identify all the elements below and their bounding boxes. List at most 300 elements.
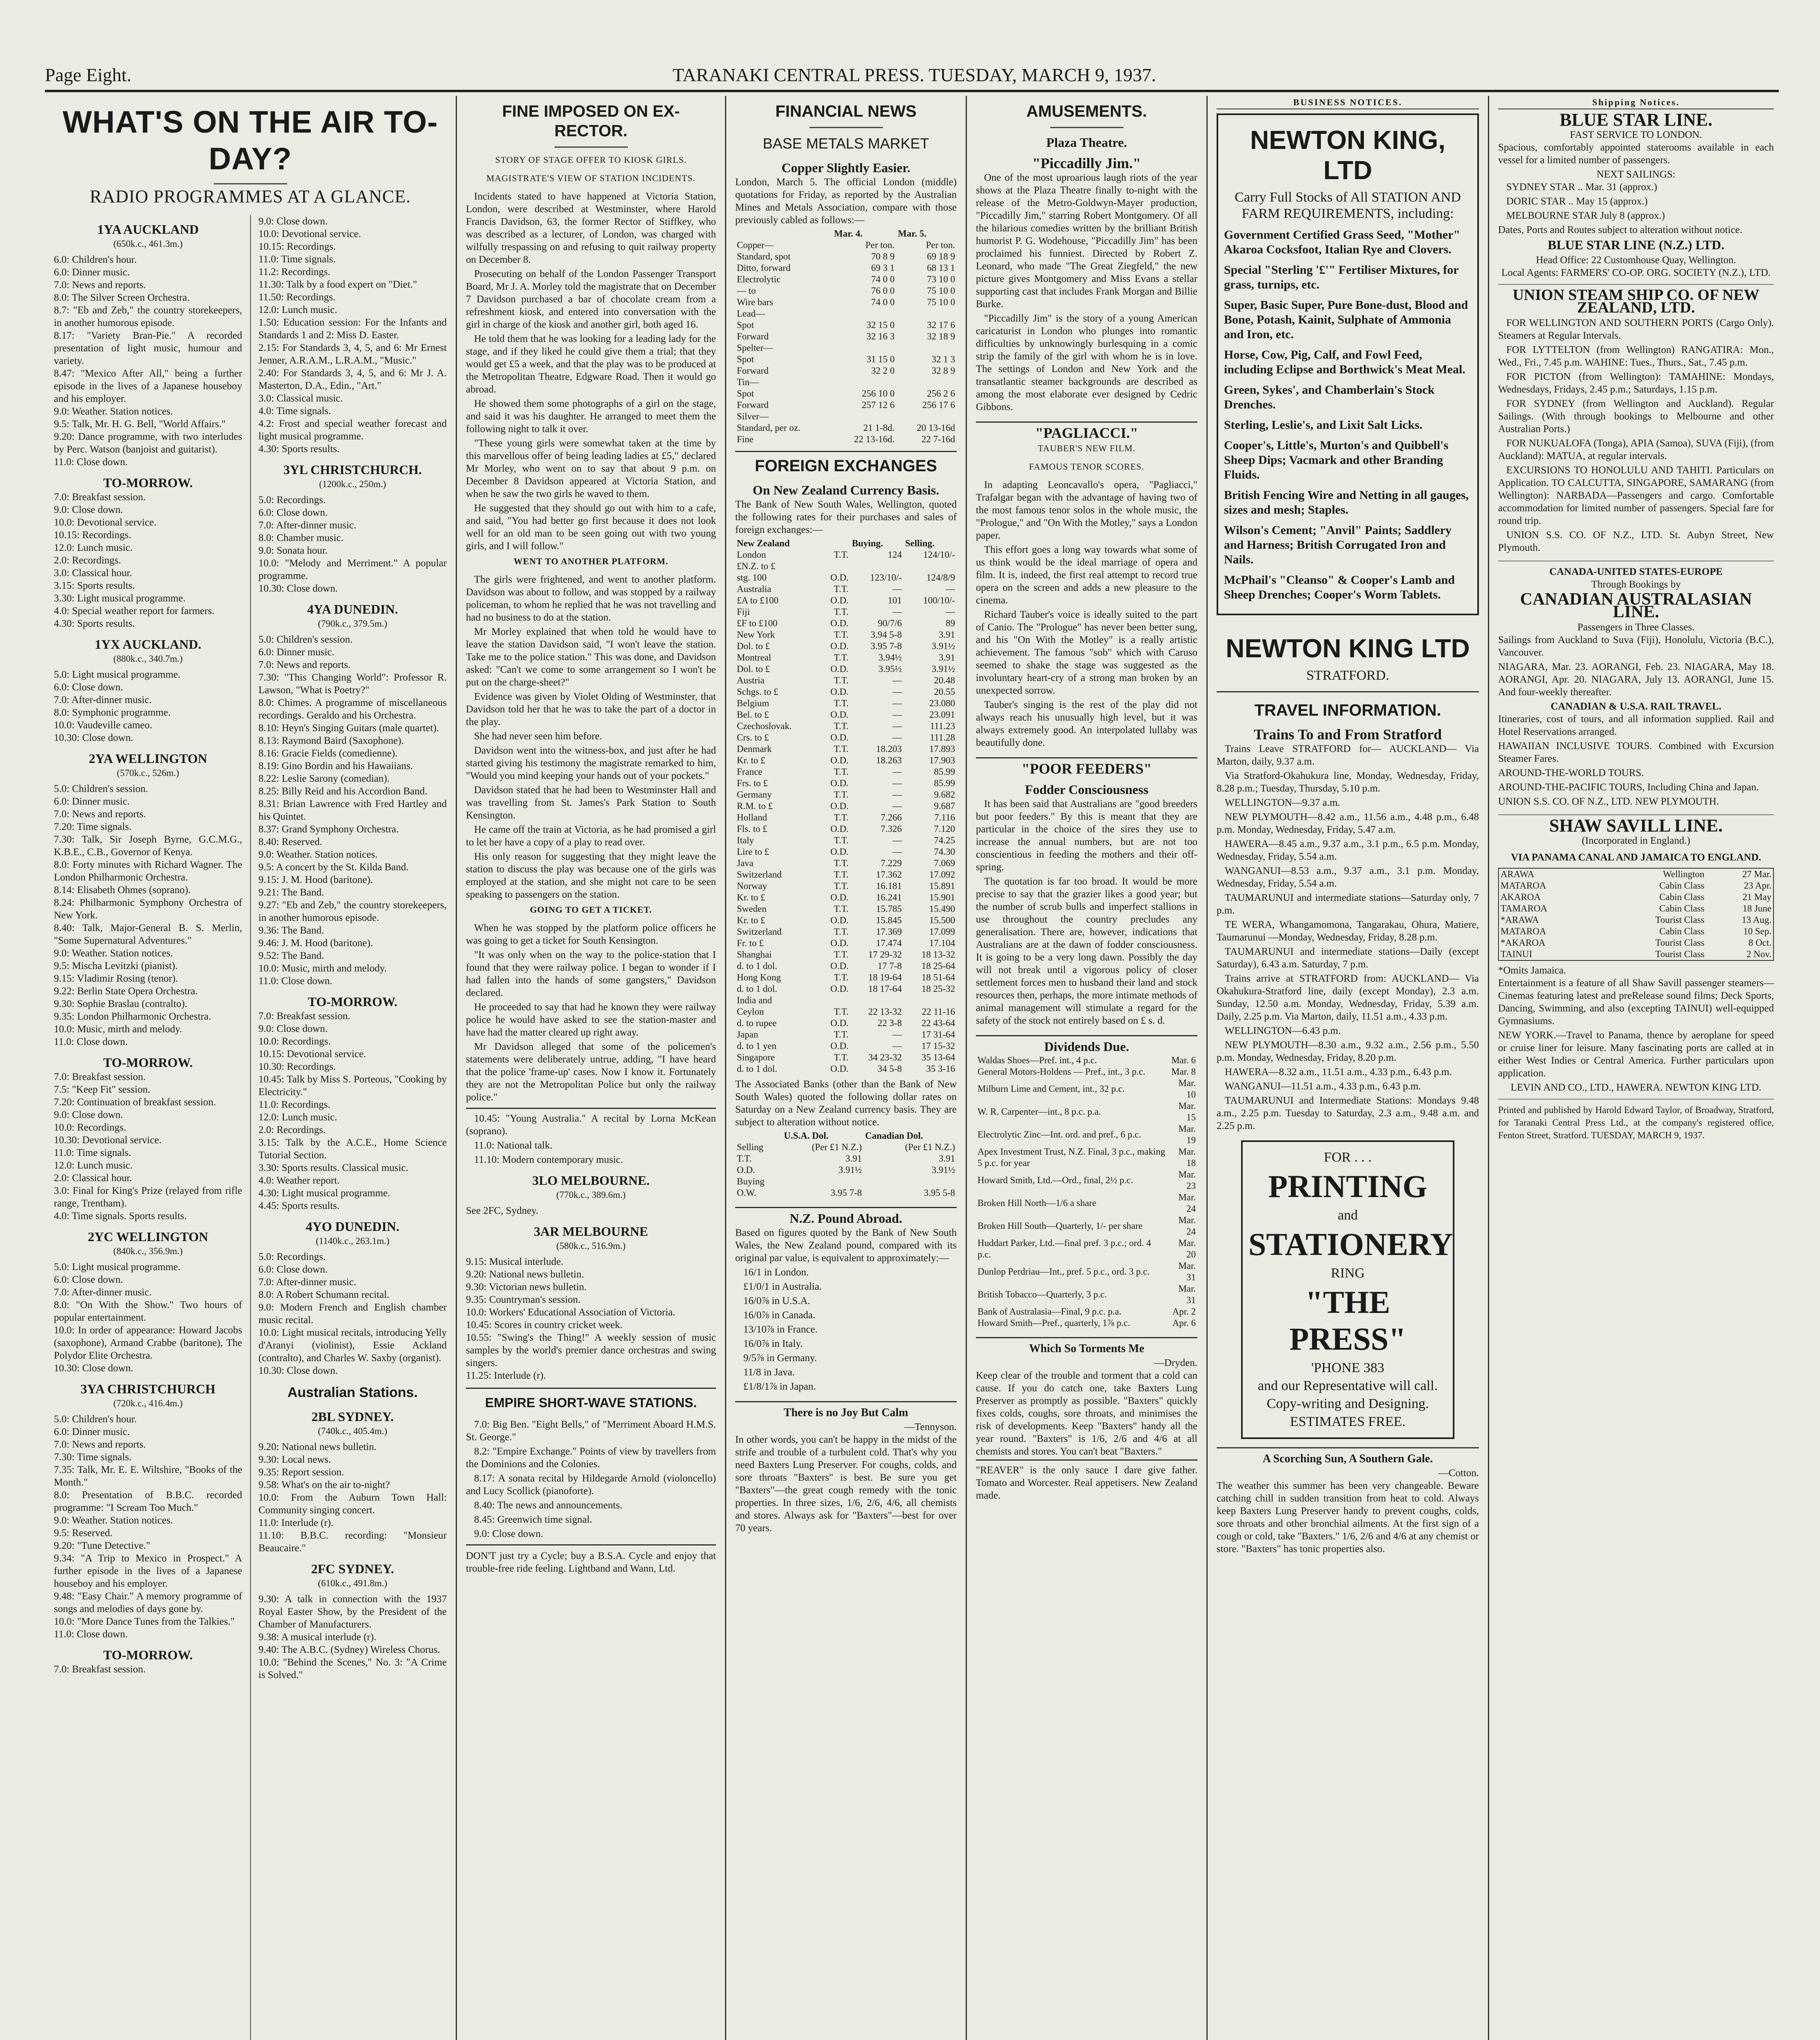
table-cell: *ARAWA (1501, 915, 1539, 925)
blue-star-office: Head Office: 22 Customhouse Quay, Wellington. (1536, 255, 1736, 266)
table-row (735, 377, 957, 388)
table-cell: 256 17 6 (922, 400, 955, 410)
blue-star-nz: BLUE STAR LINE (N.Z.) LTD. (1547, 237, 1725, 252)
film-sub: TAUBER'S NEW FILM. (1037, 443, 1136, 453)
programme-item: 4.0: Time signals. Sports results. (54, 1211, 187, 1222)
table-cell: 75 10 0 (927, 286, 955, 296)
table-cell: 34 23-32 (868, 1052, 902, 1062)
table-row (735, 903, 957, 915)
table-cell: T.T. (834, 652, 849, 663)
table-cell: 3.95½ (878, 664, 902, 674)
table-row (735, 549, 957, 561)
programme-item: 10.45: Talk by Miss S. Porteous, "Cooking by Electricity." (258, 1074, 447, 1098)
paragraph: When he was stopped by the platform police officers he was going to get a ticket for South Kensington. (466, 922, 716, 946)
programme-item: 6.0: Close down. (54, 1274, 123, 1285)
column-header: Canadian Dol. (865, 1131, 923, 1141)
programme-item: 3.0: Classical music. (258, 393, 343, 404)
sun-title: A Scorching Sun, A Southern Gale. (1217, 1447, 1479, 1465)
table-cell: 7.116 (934, 812, 955, 823)
pound-rate: 9/5⅞ in Germany. (743, 1353, 817, 1364)
table-row (976, 1100, 1197, 1123)
programme-item: 8.47: "Mexico After All," being a further episode in the lives of a Japanese houseboy and his employer. (54, 368, 242, 404)
table-cell: — (892, 584, 902, 594)
table-cell: British Tobacco—Quarterly, 3 p.c. (978, 1289, 1107, 1299)
programme-item: 8.14: Elisabeth Ohmes (soprano). (54, 885, 191, 896)
table-cell: Howard Smith—Pref., quarterly, 1⅞ p.c. (978, 1318, 1131, 1328)
table-cell: Singapore (737, 1052, 775, 1062)
programme-item: 2.0: Classical hour. (54, 1173, 132, 1184)
paragraph: One of the most uproarious laugh riots of the year shows at the Plaza Theatre finally to-night with the release of the Metro-Goldwyn-Mayer production, "Piccadilly Jim," starring Robert Montgomery. Of all the hilarious comedies written by the brilliant British humorist P. G. Wodehouse, "Piccadilly Jim" has been proclaimed his funniest. Directed by Robert Z. Leonard, who made "The Great Ziegfeld," the new picture gives Montgomery and Miss Evans a stellar supporting cast that includes Frank Morgan and Billie Burke. (976, 172, 1197, 310)
table-row (735, 297, 957, 308)
canadian-text: Sailings from Auckland to Suva (Fiji), Honolulu, Victoria (B.C.), Vancouver. (1498, 634, 1774, 658)
paragraph: Davidson stated that he had been to Westminster Hall and was travelling from St. James's Park Station to South Kensington. (466, 785, 716, 821)
programme-item: 10.0: Music, mirth and melody. (54, 1024, 182, 1035)
programme-item: 8.22: Leslie Sarony (comedian). (258, 773, 390, 784)
table-row (735, 892, 957, 903)
table-cell: T.T. (834, 858, 849, 868)
table-cell: 3.91½ (931, 1165, 955, 1175)
table-cell: Tourist Class (1655, 915, 1705, 925)
table-cell: 31 15 0 (866, 354, 895, 364)
table-row (735, 709, 957, 721)
table-cell: Broken Hill South—Quarterly, 1/- per share (978, 1221, 1143, 1231)
table-cell (896, 308, 957, 319)
print-heading-2: STATIONERY (1248, 1226, 1453, 1262)
table-cell: — (946, 607, 955, 617)
programme-item: 9.0: Close down. (54, 1109, 123, 1120)
programme-item: 7.0: Breakfast session. (258, 1011, 350, 1022)
court-story-3 (466, 922, 716, 1104)
programme-item: 3.15: Talk by the A.C.E., Home Science Tutorial Section. (258, 1137, 447, 1161)
programme-item: 11.30: Talk by a food expert on "Diet." (258, 279, 417, 290)
programme-item: 7.0: Breakfast session. (54, 1071, 146, 1082)
shaw-sailings (1498, 868, 1774, 961)
table-row (976, 1123, 1197, 1146)
table-row (735, 858, 957, 869)
programme-item: 11.0: National talk. (474, 1140, 553, 1151)
programme-item: 8.0: Forty minutes with Richard Wagner. The London Philharmonic Orchestra. (54, 859, 242, 883)
programme-item: 9.22: Berlin State Opera Orchestra. (54, 986, 198, 997)
table-cell: 15.901 (929, 892, 955, 902)
programme-item: 7.35: Talk, Mr. E. E. Wiltshire, "Books of the Month." (54, 1464, 242, 1488)
shaw-savill-notice (1498, 816, 1774, 1100)
paragraph: Mr Morley explained that when told he would have to leave the station Davidson said, "I won't leave the station. Take me to the police station." This was done, and Davidson asked: "Can't we come to some arrangement so I won't be put on the charge-sheet?" (466, 626, 716, 688)
table-cell: Mar. 15 (1178, 1101, 1196, 1122)
shipping-column (1489, 96, 1783, 2040)
programme-item: 7.30: Talk, Sir Joseph Byrne, G.C.M.G., K.B.E., C.B., Governor of Kenya. (54, 834, 242, 858)
table-row (735, 778, 957, 789)
table-cell: Broken Hill North—1/6 a share (978, 1198, 1097, 1208)
programme-item: 9.52: The Band. (258, 950, 324, 961)
melbourne-stations (466, 1174, 716, 1382)
programme-item: 7.20: Continuation of breakfast session. (54, 1097, 216, 1108)
table-cell: Switzerland (737, 927, 782, 937)
programme-item: 9.46: J. M. Hood (baritone). (258, 938, 373, 949)
table-row (735, 331, 957, 342)
table-cell: O.D. (830, 915, 849, 925)
empire-list (466, 1418, 716, 1540)
table-cell: 85.99 (934, 767, 955, 777)
table-cell: 3.91 (938, 652, 955, 663)
dividends-title: Dividends Due. (976, 1035, 1197, 1053)
paragraph: Richard Tauber's voice is ideally suited to the part of Canio. The "Prologue" has never been better sung, and his "On With the Motley" is a really artistic achievement. The famous "sob" which with Caruso seemed to shake the stage was suggested as the involuntary heart-cry of a strong man broken by an unexpected sorrow. (976, 609, 1197, 696)
programme-item: 9.5: Reserved. (54, 1528, 113, 1539)
table-row (735, 1142, 957, 1153)
pound-rate: 16/0⅞ in U.S.A. (743, 1295, 810, 1306)
programme-item: 5.0: Recordings. (258, 1251, 326, 1262)
print-ring: RING (1330, 1266, 1365, 1281)
programme-item: 8.24: Philharmonic Symphony Orchestra of New York. (54, 897, 242, 921)
table-cell: 76 0 0 (871, 286, 895, 296)
table-row (735, 572, 957, 583)
union-sailing: FOR SYDNEY (from Wellington and Auckland). Regular Sailings. (With through bookings to Melbourne and other Australian Ports.) (1498, 398, 1774, 435)
masthead (45, 61, 1779, 92)
table-cell: — (892, 721, 902, 731)
table-cell: 18 25-32 (921, 984, 955, 994)
table-row (976, 1078, 1197, 1100)
table-cell: T.T. (834, 1007, 849, 1017)
programme-item: 7.20: Time signals. (54, 821, 132, 832)
table-cell: 23 Apr. (1744, 880, 1771, 891)
paragraph: This effort goes a long way towards what some of us think would be the ideal marriage of opera and film. It is, indeed, the first real attempt to record true opera on the screen and adds a new pleasure to the cinema. (976, 544, 1197, 606)
finance-title: FINANCIAL NEWS (775, 102, 917, 120)
table-cell: 89 (946, 618, 955, 628)
programme-item: 8.0: The Silver Screen Orchestra. (54, 292, 190, 303)
train-time: Trains arrive at STRATFORD from: AUCKLAND— Via Okahukura-Stratford line, daily (except Monday), 2.3 a.m. Sunday, 12.50 a.m. Monday, Wednesday, Friday, 5.39 a.m. Daily, 2.25 p.m. Via Marton, daily, 11.51 a.m., 4.33 p.m. (1217, 973, 1479, 1022)
table-row (735, 915, 957, 926)
table-row (976, 1283, 1197, 1306)
programme-item: 8.40: Reserved. (258, 836, 322, 847)
ad-item: Super, Basic Super, Pure Bone-dust, Blood and Bone, Potash, Kainit, Sulphate of Ammonia and Iron, etc. (1224, 298, 1468, 341)
train-time: NEW PLYMOUTH—8.42 a.m., 11.56 a.m., 4.48 p.m., 6.48 p.m. Monday, Wednesday, Friday, 5.47 a.m. (1217, 812, 1479, 835)
union-sailing: FOR PICTON (from Wellington): TAMAHINE: Mondays, Wednesdays, Fridays, 2.45 p.m.; Saturdays, 1.15 p.m. (1498, 371, 1774, 395)
station-name: 2FC SYDNEY. (311, 1561, 394, 1576)
table-row (735, 1164, 957, 1176)
programme-item: 9.5: A concert by the St. Kilda Band. (258, 862, 409, 873)
radio-title: WHAT'S ON THE AIR TO-DAY? (62, 105, 438, 176)
programme-item: 5.0: Recordings. (258, 494, 326, 506)
blue-star-note: Dates, Ports and Routes subject to alteration without notice. (1498, 224, 1742, 235)
programme-item: 9.30: A talk in connection with the 1937 Royal Easter Show, by the President of the Chamber of Manufacturers. (258, 1594, 447, 1630)
table-cell: Standard, per oz. (737, 423, 800, 433)
programme-item: 9.30: Local news. (258, 1454, 331, 1465)
table-row (735, 561, 957, 572)
table-row (735, 274, 957, 285)
empire-title: EMPIRE SHORT-WAVE STATIONS. (466, 1388, 716, 1412)
programme-item: 10.0: Recordings. (258, 1036, 331, 1047)
table-row (976, 1066, 1197, 1078)
station-frequency: (610k.c., 491.8m.) (318, 1578, 388, 1588)
train-time: NEW PLYMOUTH—8.30 a.m., 9.32 a.m., 2.56 p.m., 5.50 p.m. Monday, Wednesday, Friday, 8.20 p.m. (1217, 1040, 1479, 1063)
feeders-head: Fodder Consciousness (1025, 782, 1148, 797)
train-time: TAUMARUNUI and intermediate stations—Saturday only, 7 p.m. (1217, 892, 1479, 916)
court-crosshead: WENT TO ANOTHER PLATFORM. (513, 556, 669, 566)
table-cell: Mar. 24 (1178, 1215, 1196, 1237)
table-cell: India and (737, 995, 772, 1005)
programme-item: 10.0: "Melody and Merriment." A popular programme. (258, 558, 447, 581)
shaw-title: SHAW SAVILL LINE. (1549, 816, 1723, 836)
table-cell: O.D. (830, 1018, 849, 1028)
table-cell: R.M. to £ (737, 801, 773, 811)
table-cell: Kr. to £ (737, 755, 765, 765)
table-cell: 17.903 (929, 755, 955, 765)
programme-item: 5.0: Children's session. (54, 783, 148, 794)
programme-item: 7.5: "Keep Fit" session. (54, 1084, 151, 1095)
print-and: and (1337, 1208, 1358, 1223)
print-estimates: ESTIMATES FREE. (1290, 1414, 1406, 1429)
table-cell: Shanghai (737, 949, 772, 960)
programme-item: 10.30: Close down. (54, 732, 133, 743)
station-name: 1YA AUCKLAND (97, 222, 199, 237)
table-cell: — (892, 789, 902, 800)
table-cell: T.T. (834, 607, 849, 617)
table-cell: stg. 100 (737, 572, 767, 583)
table-cell: T.T. (834, 767, 849, 777)
table-cell: 20 13-16d (917, 423, 955, 433)
programme-item: 9.0: Close down. (54, 504, 123, 515)
train-time: HAWERA—8.32 a.m., 11.51 a.m., 4.33 p.m., 6.43 p.m. (1225, 1067, 1452, 1078)
table-cell: Apex Investment Trust, N.Z. Final, 3 p.c., making 5 p.c. for year (978, 1146, 1165, 1168)
programme-item: 7.30: "This Changing World": Professor R. Lawson, "What is Poetry?" (258, 672, 447, 696)
station-name: 2YA WELLINGTON (89, 751, 207, 766)
table-cell: Cabin Class (1659, 892, 1705, 902)
table-row (735, 766, 957, 778)
table-cell: Japan (737, 1029, 758, 1040)
paragraph: She had never seen him before. (474, 731, 602, 742)
table-cell: d. to 1 dol. (737, 984, 778, 994)
programme-item: 8.25: Billy Reid and his Accordion Band. (258, 786, 428, 797)
table-cell: T.T. (834, 1029, 849, 1040)
business-column (1208, 96, 1489, 2040)
table-cell: 32 1 3 (931, 354, 955, 364)
joy-by: —Tennyson. (904, 1421, 957, 1432)
table-cell: Tin— (737, 377, 759, 387)
table-row (1499, 914, 1773, 926)
table-cell: Dol. to £ (737, 664, 770, 674)
column-header: Mar. 4. (834, 228, 863, 239)
table-cell: Sweden (737, 904, 767, 914)
fx-title: FOREIGN EXCHANGES (735, 451, 957, 476)
programme-item: 9.0: Sonata hour. (258, 545, 328, 556)
programme-item: 3.0: Classical hour. (54, 568, 132, 579)
table-cell: Dunlop Perdriau—Int., pref. 5 p.c., ord. 3 p.c. (978, 1266, 1150, 1277)
paragraph: He proceeded to say that had he known they were railway police he would have asked to see the station-master and have had the matter cleared up right away. (466, 1002, 716, 1038)
programme-item: 7.0: News and reports. (54, 279, 146, 290)
station-name: TO-MORROW. (103, 1055, 193, 1070)
table-row (735, 388, 957, 399)
ad-item: British Fencing Wire and Netting in all gauges, sizes and mesh; Staples. (1224, 488, 1469, 517)
table-cell: Italy (737, 835, 754, 845)
table-cell: Hong Kong (737, 972, 781, 982)
station-frequency: (1200k.c., 250m.) (319, 479, 386, 489)
table-row (1499, 937, 1773, 949)
programme-item: 5.0: Children's hour. (54, 1414, 137, 1425)
paragraph: Prosecuting on behalf of the London Passenger Transport Board, Mr J. A. Morley told the magistrate that on December 7 Davidson purchased a bar of chocolate cream from a refreshment kiosk, and entered into conversation with the girl in charge of the kiosk and another girl, both aged 16. (466, 268, 716, 330)
table-row (735, 1018, 957, 1029)
programme-item: 7.0: After-dinner music. (258, 1277, 357, 1288)
programme-item: 9.48: "Easy Chair." A memory programme of songs and melodies of days gone by. (54, 1591, 242, 1614)
table-cell: Silver— (737, 411, 769, 421)
paragraph: Davidson went into the witness-box, and just after he had started giving his testimony the magistrate remarked to him, "Would you mind keeping your hands out of your pockets." (466, 745, 716, 781)
table-row (976, 1215, 1197, 1237)
dividends-table (976, 1055, 1197, 1329)
table-cell: — (892, 767, 902, 777)
table-cell: — (892, 710, 902, 720)
programme-item: 9.27: "Eb and Zeb," the country storekeepers, in another humorous episode. (258, 900, 447, 923)
table-cell: — (892, 607, 902, 617)
table-cell: Wire bars (737, 297, 774, 307)
paragraph: Incidents stated to have happened at Victoria Station, London, were described at Westminster, where Harold Francis Davidson, 63, the former Rector of Stiffkey, who was described as a lecturer, of London, was charged with wilfully trespassing on and refusing to quit railway property on December 8. (466, 191, 716, 265)
column-header (819, 538, 850, 549)
table-cell (850, 561, 903, 572)
table-cell: Tourist Class (1655, 949, 1705, 959)
table-cell: 18 13-32 (921, 949, 955, 960)
table-cell: 18.263 (876, 755, 902, 765)
torment-text: Keep clear of the trouble and torment that a cold can cause. If you do catch one, take Baxters Lung Preserver as promptly as possible. "Baxters" quickly fixes colds, coughs, sore throats, and minimises the risk of developments. Keep "Baxters" handy all the year round. "Baxters" is 1/6, 2/6 and 4/6 at all chemists and stores. You can't beat "Baxters." (976, 1370, 1197, 1457)
ad-title: NEWTON KING, LTD (1250, 125, 1445, 185)
table-cell: 32 17 6 (927, 320, 955, 330)
table-cell: Forward (737, 331, 769, 341)
table-header (735, 1130, 957, 1142)
table-cell: 3.94½ (878, 652, 902, 663)
table-cell: 9.682 (934, 789, 955, 800)
ad-item: Cooper's, Little's, Murton's and Quibbell's Sheep Dips; Vacmark and other Branding Fluids. (1224, 439, 1449, 481)
table-cell: O.D. (830, 961, 849, 971)
court-subhead: STORY OF STAGE OFFER TO KIOSK GIRLS. (495, 155, 687, 165)
programme-item: 7.0: Big Ben. "Eight Bells," of "Merriment Aboard H.M.S. St. George." (466, 1419, 716, 1443)
station-frequency: (770k.c., 389.6m.) (556, 1190, 626, 1200)
train-time: TAUMARUNUI and intermediate stations—Daily (except Saturday), 6.43 a.m. Saturday, 7 p.m. (1217, 946, 1479, 970)
table-cell: Selling (737, 1142, 764, 1152)
paragraph: His only reason for suggesting that they might leave the station to discuss the play was because one of the girls was employed at the station, and she might not care to be seen speaking to passengers on the station. (466, 851, 716, 900)
table-cell: 3.95 5-8 (924, 1188, 955, 1198)
reaver-ad: "REAVER" is the only sauce I dare give father. Tomato and Worcester. Real appetisers. New Zealand made. (976, 1459, 1197, 1502)
programme-item: 8.17: "Variety Bran-Pie." A recorded presentation of light music, humour and variety. (54, 330, 242, 366)
table-row (735, 411, 957, 422)
table-cell: 7.266 (880, 812, 902, 823)
australian-title: Australian Stations. (287, 1385, 418, 1400)
table-cell: 111.23 (930, 721, 955, 731)
table-row (735, 285, 957, 297)
table-row (976, 1055, 1197, 1066)
table-cell: T.T. (834, 812, 849, 823)
niagara-text: NIAGARA, Mar. 23. AORANGI, Feb. 23. NIAGARA, May 18. AORANGI, Apr. 20. NIAGARA, July 13. AORANGI, June 15. And four-weekly thereafter. (1498, 661, 1774, 698)
table-row (1499, 903, 1773, 914)
divider (554, 146, 628, 148)
blue-star-sub: FAST SERVICE TO LONDON. (1570, 129, 1702, 140)
table-row (976, 1260, 1197, 1283)
table-cell (850, 995, 903, 1006)
metals-title: BASE METALS MARKET (763, 135, 929, 152)
table-cell: — (892, 732, 902, 743)
programme-item: 4.30: Light musical programme. (258, 1188, 390, 1199)
union2-text: UNION S.S. CO. OF N.Z., LTD. NEW PLYMOUTH. (1498, 796, 1719, 807)
programme-item: 10.15: Recordings. (54, 530, 131, 541)
table-cell: 21 1-8d. (863, 423, 895, 433)
table-cell: 18.203 (876, 744, 902, 754)
table-cell: Forward (737, 400, 769, 410)
table-cell: T.T. (737, 1153, 752, 1164)
programme-item: 9.5: Talk, Mr. H. G. Bell, "World Affairs." (54, 419, 226, 430)
table-cell: London (737, 550, 766, 560)
union-sailing: FOR NUKUALOFA (Tonga), APIA (Samoa), SUVA (Fiji), (from Auckland): MATUA, at regular intervals. (1498, 438, 1774, 461)
programme-item: 1.50: Education session: For the Infants and Standards 1 and 2: Miss D. Easter. (258, 317, 447, 341)
programme-item: 7.0: News and reports. (54, 809, 146, 820)
table-cell: TAINUI (1501, 949, 1532, 959)
table-header (735, 538, 957, 549)
table-cell: T.T. (834, 675, 849, 685)
table-cell (782, 1176, 863, 1187)
paragraph: Evidence was given by Violet Olding of Westminster, that Davidson told her that he was to take the part of a doctor in the play. (466, 691, 716, 727)
table-cell: 15.891 (929, 881, 955, 891)
table-cell: O.D. (830, 732, 849, 743)
blue-star-next: NEXT SAILINGS: (1596, 169, 1676, 180)
printing-ad (1241, 1140, 1454, 1439)
table-cell: 17.893 (929, 744, 955, 754)
table-cell (896, 342, 957, 354)
table-cell: Cabin Class (1659, 903, 1705, 914)
programme-item: 4.0: Time signals. (258, 406, 331, 417)
table-cell: Lead— (737, 308, 765, 319)
table-row (976, 1169, 1197, 1192)
programme-item: 11.0: Time signals. (258, 254, 336, 265)
programme-item: 9.15: J. M. Hood (baritone). (258, 874, 373, 885)
table-cell: T.T. (834, 744, 849, 754)
table-cell: O.D. (830, 618, 849, 628)
table-cell: O.D. (830, 710, 849, 720)
paragraph: "It was only when on the way to the police-station that I found that they were railway police. I began to wonder if I had fallen into the hands of some gangsters," Davidson declared. (466, 949, 716, 998)
union-sailing: EXCURSIONS TO HONOLULU AND TAHITI. Particulars on Application. TO CALCUTTA, SINGAPORE, SAMARANG (from Wellington): NARBADA—Passengers and cargo. Comfortable accommodation for limited number of passengers. Special fare for round trip. (1498, 465, 1774, 526)
table-cell: d. to 1 yen (737, 1041, 777, 1051)
table-cell: 21 May (1742, 892, 1771, 902)
table-cell: Lire to £ (737, 847, 769, 857)
table-cell: 7.069 (934, 858, 955, 868)
programme-item: 7.0: After-dinner music. (258, 520, 357, 531)
table-cell: 18 51-64 (921, 972, 955, 982)
programme-item: See 2FC, Sydney. (466, 1205, 539, 1216)
programme-item: 5.0: Children's session. (258, 634, 353, 645)
programme-item: 12.0: Lunch music. (258, 304, 337, 315)
table-cell: £N.Z. to £ (737, 561, 776, 571)
programme-item: 8.40: The news and announcements. (474, 1500, 623, 1511)
table-cell: Switzerland (737, 869, 782, 880)
programme-item: 11.10: B.B.C. recording: "Monsieur Beaucaire." (258, 1530, 447, 1554)
ad-title-2: NEWTON KING LTD (1226, 634, 1470, 663)
programme-item: 9.20: "Tune Detective." (54, 1540, 151, 1551)
table-row (976, 1306, 1197, 1317)
table-row (976, 1192, 1197, 1215)
table-cell: Mar. 31 (1178, 1261, 1196, 1282)
programme-item: 8.37: Grand Symphony Orchestra. (258, 824, 399, 835)
shaw-omits: *Omits Jamaica. (1498, 965, 1566, 976)
station-name: 2BL SYDNEY. (311, 1409, 394, 1424)
table-cell: Fr. to £ (737, 938, 764, 948)
amusements-title: AMUSEMENTS. (1026, 102, 1147, 120)
programme-item: 9.20: National news bulletin. (258, 1441, 377, 1452)
film-review (976, 171, 1197, 413)
torment-title: Which So Torments Me (976, 1337, 1197, 1355)
table-cell: Mar. 19 (1178, 1124, 1196, 1145)
table-row (735, 606, 957, 618)
table-cell: O.D. (830, 572, 849, 583)
table-cell: ARAWA (1501, 869, 1534, 879)
paragraph: The quotation is far too broad. It would be more precise to say that the grazier likes a good year; but the number of scrub bulls and imperfect stallions in use throughout the country precludes any generalisation. There are, however, indications that Australians are at the dawn of fodder consciousness. It is going to be a very long dawn. Possibly the day will not break until a vigorous policy of closer settlement forces men to husband their land and stock resources then, perhaps, the more intimate methods of animal management will stimulate a regard for the safety of the stock not entirely based on £ s. d. (976, 876, 1197, 1026)
table-row (735, 835, 957, 846)
divider (1050, 127, 1124, 128)
ad-items (1224, 228, 1472, 602)
blue-star-text: Spacious, comfortably appointed staterooms available in each vessel for a limited number of passengers. (1498, 142, 1774, 166)
table-cell: 15.500 (929, 915, 955, 925)
